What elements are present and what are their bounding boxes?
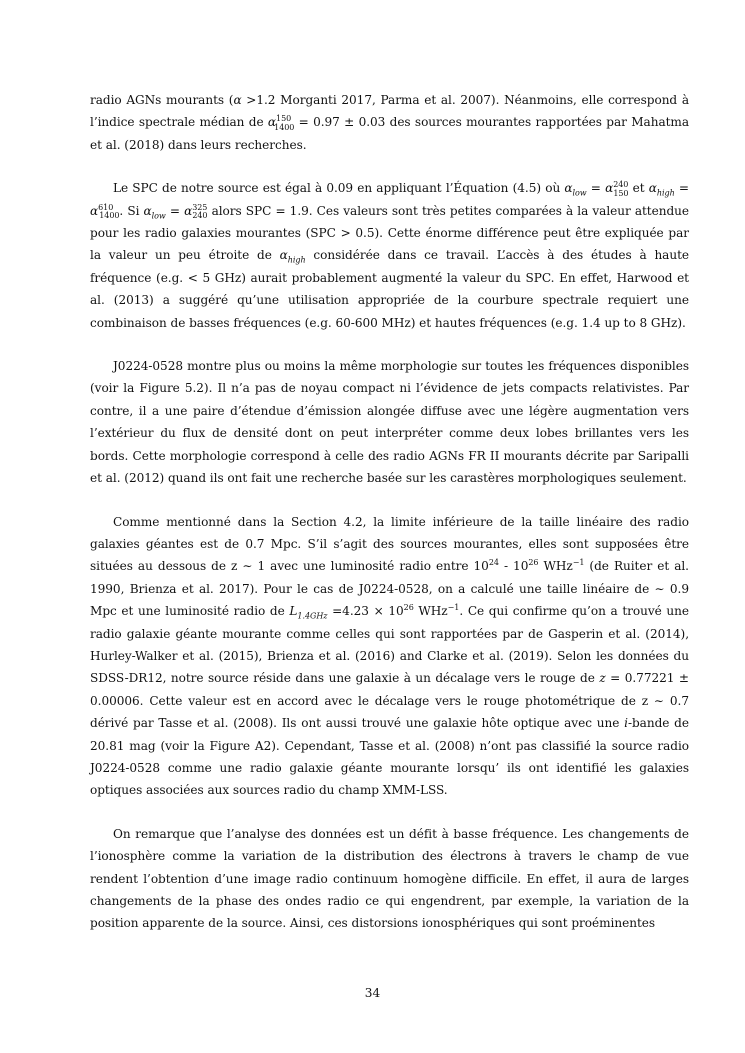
paragraph-giant-radio-galaxy: Comme mentionné dans la Section 4.2, la limite inférieure de la taille linéaire des radio galaxies géantes est de 0.7 Mpc. S’il s’agit des sources mourantes, elles sont supposées être situées au dessous de z ∼ 1 avec une luminosité radio entre $10^{24} - 10^{26}$ WHz$^{-1}$ (de Ruiter et al. 1990, Brienza et al. 2017). Pour le cas de J0224-0528, on a calculé une taille linéaire de ∼ 0.9 Mpc et une luminosité radio de $L_{1.4GHz} =4.23 \times 10^{26}$ WHz$^{-1}$. Ce qui confirme qu’on a trouvé une radio galaxie géante mourante comme celles qui sont rapportées par de Gasperin et al. (2014), Hurley-Walker et al. (2015), Brienza et al. (2016) and Clarke et al. (2019). Selon les données du SDSS-DR12, notre source réside dans une galaxie à un décalage vers le rouge de z = 0.77221 ± 0.00006. Cette valeur est en accord avec le décalage vers le rouge photométrique de z ∼ 0.7 dérivé par Tasse et al. (2008). Ils ont aussi trouvé une galaxie hôte optique avec une i-bande de 20.81 mag (voir la Figure A2). Cependant, Tasse et al. (2008) n’ont pas classifié la source radio J0224-0528 comme une radio galaxie géante mourante lorsqu’ ils ont identifié les galaxies optiques associées aux sources radio du champ XMM-LSS.	[90, 514, 689, 798]
page-number: 34	[364, 986, 381, 1000]
paragraph-spc: Le SPC de notre source est égal à 0.09 en appliquant l’Équation (4.5) où $\alpha_{low} = \alpha^{240}_{150}$ et $\alpha_{high} = \alpha^{610}_{1400}$. Si $\alpha_{low} = \alpha^{325}_{240}$ alors SPC = 1.9. Ces valeurs sont très petites comparées à la valeur attendue pour les radio galaxies mourantes (SPC > 0.5). Cette énorme différence peut être expliquée par la valeur un peu étroite de $\alpha_{high}$ considérée dans ce travail. L’accès à des études à haute fréquence (e.g. < 5 GHz) aurait probablement augmenté la valeur du SPC. En effet, Harwood et al. (2013) a suggéré qu’une utilisation appropriée de la courbure spectrale requiert une combinaison de basses fréquences (e.g. 60-600 MHz) et hautes fréquences (e.g. 1.4 up to 8 GHz).	[90, 180, 690, 330]
paragraph-ionosphere: On remarque que l’analyse des données est un défit à basse fréquence. Les changements de l’ionosphère comme la variation de la distribution des électrons à travers le champ de vue rendent l’obtention d’une image radio continuum homogène difficile. En effet, il aura de larges changements de la phase des ondes radio ce qui engendrent, par exemple, la variation de la position apparente de la source. Ainsi, ces distorsions ionosphériques qui sont proéminentes	[90, 826, 689, 931]
paragraph-dying-agn-index: radio AGNs mourants (α >1.2 Morganti 2017, Parma et al. 2007). Néanmoins, elle correspond à l’indice spectrale médian de $\alpha^{150}_{1400} = 0.97 \pm 0.03$ des sources mourantes rapportées par Mahatma et al. (2018) dans leurs recherches.	[90, 93, 689, 152]
page-body	[90, 89, 689, 956]
paragraph-morphology: J0224-0528 montre plus ou moins la même morphologie sur toutes les fréquences disponibles (voir la Figure 5.2). Il n’a pas de noyau compact ni l’évidence de jets compacts relativistes. Par contre, il a une paire d’étendue d’émission alongée diffuse avec une légère augmentation vers l’extérieur du flux de densité dont on peut interpréter comme deux lobes brillantes vers les bords. Cette morphologie correspond à celle des radio AGNs FR II mourants décrite par Saripalli et al. (2012) quand ils ont fait une recherche basée sur les carastères morphologiques seulement.	[90, 359, 689, 486]
